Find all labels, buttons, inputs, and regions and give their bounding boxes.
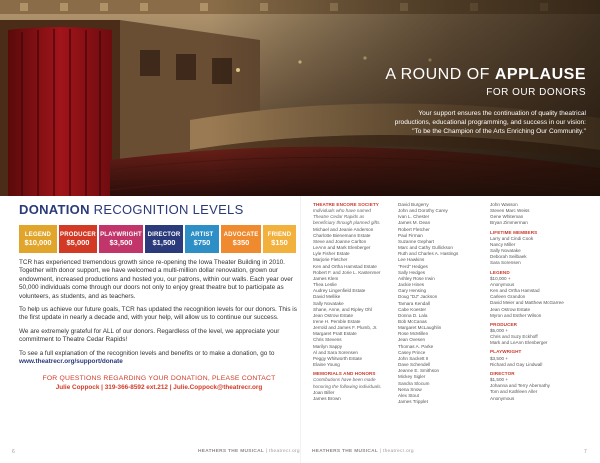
- donor-name: Sandra Slocum: [398, 380, 430, 386]
- donor-name: Mickey Sigler: [398, 374, 426, 380]
- donor-name: Steve and Joanne Carlton: [313, 238, 367, 244]
- footer-right-site: theatrecr.org: [382, 449, 414, 454]
- donor-name: Gene Whiteman: [490, 214, 524, 220]
- level-name: DIRECTOR: [147, 231, 181, 238]
- hero-body-line: Your support ensures the continuation of quality theatrical: [418, 110, 586, 117]
- legend-amount: $10,000 +: [490, 275, 511, 281]
- donor-name: John Sackett II: [398, 355, 429, 361]
- memorials-heading: MEMORIALS AND HONORS: [313, 371, 376, 377]
- producer-heading: PRODUCER: [490, 321, 518, 327]
- donor-name: Jean Ovesen: [398, 337, 426, 343]
- playwright-heading: PLAYWRIGHT: [490, 349, 522, 355]
- page-number-left: 6: [12, 449, 15, 455]
- playwright-amount: $3,500 +: [490, 355, 509, 361]
- donor-name: Nancy Miller: [490, 241, 516, 247]
- donor-name: Ashley Rose Irwin: [398, 275, 435, 281]
- hero-title-prefix: A ROUND OF: [385, 66, 495, 83]
- donor-name: James Brown: [313, 395, 341, 401]
- donor-name: Robert F. and Jorie L. Kastenmer: [313, 269, 381, 275]
- goals-paragraph: To help us achieve our future goals, TCR has updated the recognition levels for our donors. This is the first update in nearly a decade and, with your help, will allow us to continue our success.: [19, 306, 297, 322]
- donor-name: Donna D. Lala: [398, 312, 428, 318]
- level-name: ARTIST: [190, 231, 214, 238]
- level-name: FRIEND: [267, 231, 292, 238]
- level-name: LEGEND: [24, 231, 52, 238]
- donor-name: Casey Prince: [398, 349, 426, 355]
- donor-name: Peggy Whitworth Estate: [313, 355, 363, 361]
- donor-name: Margaret McLaughlin: [398, 325, 442, 331]
- donor-name: Steven Marc Weiss: [490, 208, 530, 214]
- donor-name: Thea Leslie: [313, 282, 337, 288]
- hero-body-line: productions, educational programming, and success in our vision:: [394, 119, 586, 126]
- donor-name: Carleen Grandon: [490, 294, 526, 300]
- hero-subtitle: FOR OUR DONORS: [486, 87, 586, 98]
- director-heading: DIRECTOR: [490, 370, 515, 376]
- footer-right: HEATHERS THE MUSICAL | theatrecr.org: [312, 449, 414, 454]
- donor-name: Marjorie Fletcher: [313, 257, 348, 263]
- donor-name: Mark and LeAnn Elenberger: [490, 340, 548, 346]
- donor-name: Anonymous: [490, 395, 515, 401]
- donor-name: Dave Schendell: [398, 362, 431, 368]
- producer-list: [490, 334, 590, 346]
- donor-name: David Meier and Matthew McGarree: [490, 300, 564, 306]
- donor-name: Sally Hedges: [398, 269, 426, 275]
- hero-title-bold: APPLAUSE: [494, 66, 586, 83]
- donor-name: Anonymous: [490, 281, 515, 287]
- hero-body: [351, 109, 586, 136]
- donor-name: Ivan L. Chester: [398, 214, 430, 220]
- level-amount: $5,000: [66, 238, 90, 247]
- level-friend: [263, 225, 296, 253]
- donor-name: Elaine Young: [313, 362, 340, 368]
- donor-name: James Tripplet: [398, 399, 428, 404]
- donor-column-1: [313, 202, 385, 402]
- donor-name: James Klem: [313, 275, 339, 281]
- section-heading-bold: DONATION: [19, 202, 90, 217]
- lifetime-members-list: [490, 236, 590, 267]
- recognition-levels: [19, 225, 299, 253]
- level-amount: $350: [232, 238, 250, 247]
- donor-name: Alex Stout: [398, 392, 419, 398]
- donor-name: David Burgerry: [398, 202, 429, 207]
- donor-name: Sally Novatake: [490, 248, 521, 254]
- legend-list: [490, 282, 590, 319]
- memorial-names-list: [398, 202, 478, 405]
- footer-left: HEATHERS THE MUSICAL | theatrecr.org: [198, 449, 300, 454]
- hero-text: [351, 66, 586, 136]
- donate-paragraph: [19, 350, 299, 367]
- level-amount: $1,500: [152, 238, 176, 247]
- donor-name: Jerrold and James F. Plumb, Jr.: [313, 325, 378, 331]
- donor-name: LeAnn and Mark Elenberger: [313, 245, 371, 251]
- contact-details[interactable]: Julie Coppock | 319-366-8592 ext.212 | Julie.Coppock@theatrecr.org: [55, 384, 263, 392]
- donor-name: Thomas A. Parke: [398, 343, 434, 349]
- hero-body-line: "To be the Champion of the Arts Enriching Our Community.": [412, 128, 586, 135]
- donor-name: Bob McCanas: [398, 318, 427, 324]
- director-list: [490, 383, 590, 401]
- donor-name: Johanna and Terry Abernathy: [490, 383, 550, 389]
- donor-name: John Wasson: [490, 202, 518, 207]
- donor-name: Paul Firman: [398, 232, 423, 238]
- level-playwright: [99, 225, 143, 253]
- donor-name: Al and Sara Sorensen: [313, 349, 358, 355]
- intro-paragraph: TCR has experienced tremendous growth since re-opening the Iowa Theater Building in 2010. Together with donor support, we have welcomed a multi-million dollar renovation, grown our endowment, increased productions and hosted you, our patrons, within our walls. Each year over 50,000 individuals come through our doors not only to enjoy great theatre but to participate as volunteers, as students, and as teachers.: [19, 259, 293, 300]
- donate-text: To see a full explanation of the recognition levels and benefits or to make a donation, go to: [19, 349, 275, 357]
- donor-name: Ken and Ortha Hamstad Estate: [313, 263, 377, 269]
- donor-name: Sara Sorensen: [490, 260, 521, 266]
- encore-society-note: Individuals who have named Theatre Cedar Rapids as beneficiary through planned gifts.: [313, 208, 381, 226]
- donor-name: Myron and Esther Wilson: [490, 312, 542, 318]
- recognition-section: [19, 202, 299, 391]
- section-heading: [19, 202, 299, 217]
- donor-name: Joan Biller: [313, 389, 335, 395]
- encore-society-heading: THEATRE ENCORE SOCIETY: [313, 202, 379, 207]
- level-name: ADVOCATE: [223, 231, 259, 238]
- memorials-list: [313, 390, 385, 402]
- section-heading-rest: RECOGNITION LEVELS: [89, 202, 244, 217]
- donor-name: Margaret Pratt Estate: [313, 331, 357, 337]
- donor-name: Shane, Anne, and Ripley Ohl: [313, 306, 372, 312]
- donor-name: Lee Hawkins: [398, 257, 425, 263]
- donor-name: Jean Ostrow Estate: [490, 306, 531, 312]
- donor-name: Robert Fletcher: [398, 226, 430, 232]
- donor-name: Chris Stevens: [313, 337, 342, 343]
- donor-name: Michael and Jeanie Anderson: [313, 226, 374, 232]
- donor-name: Tamara Kendall: [398, 300, 430, 306]
- level-amount: $150: [271, 238, 288, 247]
- donor-name: Marilyn Sappy: [313, 343, 343, 349]
- footer-left-title: HEATHERS THE MUSICAL: [198, 449, 265, 454]
- memorials-note: Contributions have been made honoring the following individuals.: [313, 377, 382, 389]
- donor-name: David Mellike: [313, 294, 341, 300]
- level-amount: $10,000: [24, 238, 52, 247]
- donor-name: James M. Dean: [398, 220, 431, 226]
- donor-name: Irene H. Pemble Estate: [313, 318, 361, 324]
- donor-name: "Ferd" Hedges: [398, 263, 428, 269]
- level-amount: $3,500: [109, 238, 133, 247]
- donor-name: Sally Novatake: [313, 300, 344, 306]
- donor-name: Charlotte Bienemann Estate: [313, 232, 371, 238]
- level-amount: $750: [193, 238, 211, 247]
- page-number-right: 7: [584, 449, 587, 455]
- level-name: PRODUCER: [60, 231, 96, 238]
- donor-name: Rose McMillen: [398, 331, 429, 337]
- donor-name: John and Dorothy Carey: [398, 208, 448, 214]
- donor-column-2: [398, 202, 478, 405]
- donor-name: Marc and Cathy Gullickson: [398, 245, 453, 251]
- memorial-names-continued: [490, 202, 590, 227]
- donor-name: Ruth and Charles A. Hastings: [398, 251, 459, 257]
- lifetime-members-heading: LIFETIME MEMBERS: [490, 229, 538, 235]
- footer-left-site: theatrecr.org: [268, 449, 300, 454]
- director-amount: $1,500 +: [490, 377, 509, 383]
- donor-name: Cabe Koester: [398, 306, 427, 312]
- gratitude-paragraph: We are extremely grateful for ALL of our donors. Regardless of the level, we appreciate your commitment to Theatre Cedar Rapids!: [19, 327, 280, 344]
- contact-question: FOR QUESTIONS REGARDING YOUR DONATION, PLEASE CONTACT: [42, 375, 276, 383]
- level-artist: [185, 225, 219, 253]
- level-advocate: [221, 225, 261, 253]
- donor-name: Nena Snow: [398, 386, 422, 392]
- donor-name: Jackie Hines: [398, 282, 425, 288]
- legend-heading: LEGEND: [490, 269, 510, 275]
- level-director: [145, 225, 183, 253]
- producer-amount: $5,000 +: [490, 327, 509, 333]
- donor-name: Audrey Lingenfield Estate: [313, 288, 366, 294]
- donor-name: Larry and Cindi Cook: [490, 235, 534, 241]
- hero-image: [0, 0, 600, 196]
- donor-name: Doug "DJ" Jackson: [398, 294, 438, 300]
- donor-name: Deborah Seilbaek: [490, 254, 527, 260]
- level-producer: [59, 225, 97, 253]
- donor-name: Gary Hensing: [398, 288, 427, 294]
- donor-name: Richard and Gay Lindwall: [490, 361, 543, 367]
- level-legend: [19, 225, 57, 253]
- donor-name: Bryan Zimmerman: [490, 220, 528, 226]
- page-gutter: [300, 196, 301, 463]
- donor-name: Ken and Ortha Hamstad: [490, 288, 540, 294]
- donor-name: Jeanne E. Smithson: [398, 368, 440, 374]
- donor-name: Lyle Fisher Estate: [313, 251, 350, 257]
- donor-column-3: [490, 202, 590, 402]
- donor-name: Chris and Suzy Eckhoff: [490, 334, 538, 340]
- encore-society-list: [313, 227, 385, 369]
- hero-title: [351, 66, 586, 84]
- donor-name: Tom and Kathleen Aller: [490, 389, 538, 395]
- contact-block: [19, 375, 299, 391]
- donate-link[interactable]: www.theatrecr.org/support/donate: [19, 358, 123, 366]
- footer-right-title: HEATHERS THE MUSICAL: [312, 449, 379, 454]
- donor-name: Suzanne Gephart: [398, 238, 435, 244]
- donor-name: Jean Ostrow Estate: [313, 312, 354, 318]
- level-name: PLAYWRIGHT: [100, 231, 142, 238]
